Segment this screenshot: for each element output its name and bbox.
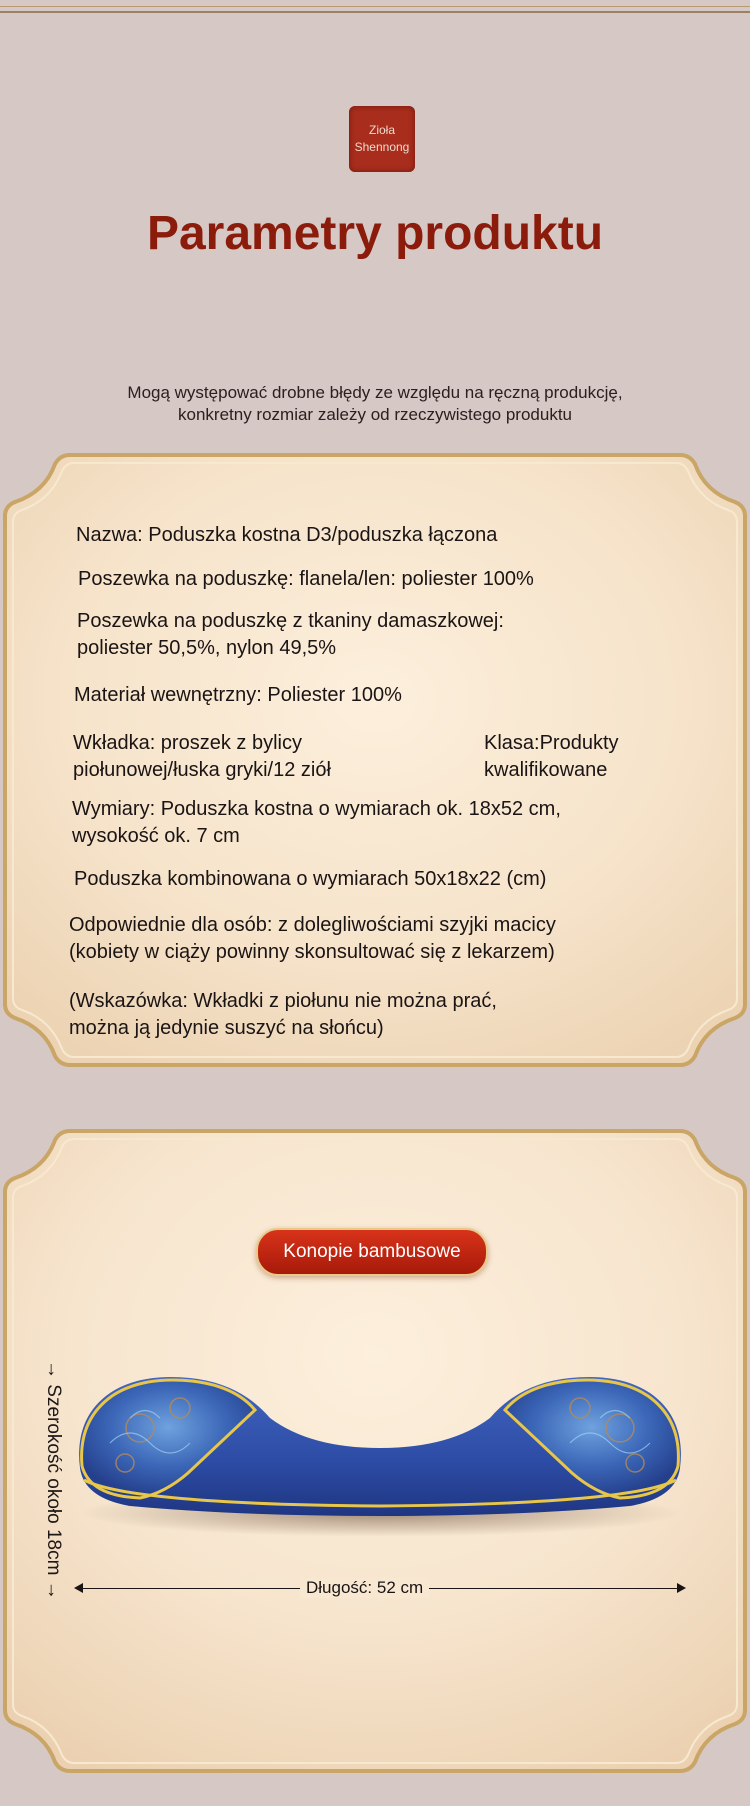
spec-suitable-line1: Odpowiednie dla osób: z dolegliwościami szyjki macicy <box>69 914 556 936</box>
spec-tip-line1: (Wskazówka: Wkładki z piołunu nie można prać, <box>69 990 497 1012</box>
spec-damask-cover <box>77 608 504 662</box>
spec-insert-line1: Wkładka: proszek z bylicy <box>73 732 302 754</box>
brand-seal-logo <box>349 106 415 172</box>
spec-tip-line2: można ją jedynie suszyć na słońcu) <box>69 1017 384 1039</box>
seal-text-line2: Shennong <box>354 140 410 154</box>
spec-dimensions-line1: Wymiary: Poduszka kostna o wymiarach ok. 18x52 cm, <box>72 798 561 820</box>
spec-suitable-for <box>69 912 556 966</box>
product-panel <box>0 1128 750 1774</box>
top-border <box>0 6 750 13</box>
specs-panel <box>0 452 750 1068</box>
spec-grade-line1: Klasa:Produkty <box>484 732 619 754</box>
material-badge: Konopie bambusowe <box>256 1228 488 1276</box>
spec-dimensions <box>72 796 561 850</box>
disclaimer-line1: Mogą występować drobne błędy ze względu na ręczną produkcję, <box>127 383 623 402</box>
width-dimension-label: → Szerokość około 18cm → <box>43 1360 64 1600</box>
spec-insert-line2: piołunowej/łuska gryki/12 ziół <box>73 759 331 781</box>
spec-inner-material: Materiał wewnętrzny: Poliester 100% <box>74 684 402 706</box>
length-dimension-label: Długość: 52 cm <box>300 1578 429 1598</box>
spec-grade-line2: kwalifikowane <box>484 759 608 781</box>
spec-dimensions-line2: wysokość ok. 7 cm <box>72 825 240 847</box>
disclaimer-line2: konkretny rozmiar zależy od rzeczywistego produktu <box>178 405 572 424</box>
spec-damask-line1: Poszewka na poduszkę z tkaniny damaszkowej: <box>77 610 504 632</box>
spec-grade <box>484 730 619 784</box>
spec-care-tip <box>69 988 497 1042</box>
spec-combo-size: Poduszka kombinowana o wymiarach 50x18x22 (cm) <box>74 868 547 890</box>
disclaimer-note <box>0 382 750 426</box>
page-title: Parametry produktu <box>146 207 604 260</box>
spec-cover: Poszewka na poduszkę: flanela/len: poliester 100% <box>78 568 534 590</box>
spec-damask-line2: poliester 50,5%, nylon 49,5% <box>77 637 337 659</box>
spec-insert <box>73 730 331 784</box>
bone-pillow-image <box>70 1348 690 1548</box>
spec-name: Nazwa: Poduszka kostna D3/poduszka łączona <box>76 524 498 546</box>
spec-suitable-line2: (kobiety w ciąży powinny skonsultować się z lekarzem) <box>69 941 555 963</box>
seal-text-line1: Zioła <box>368 123 395 137</box>
